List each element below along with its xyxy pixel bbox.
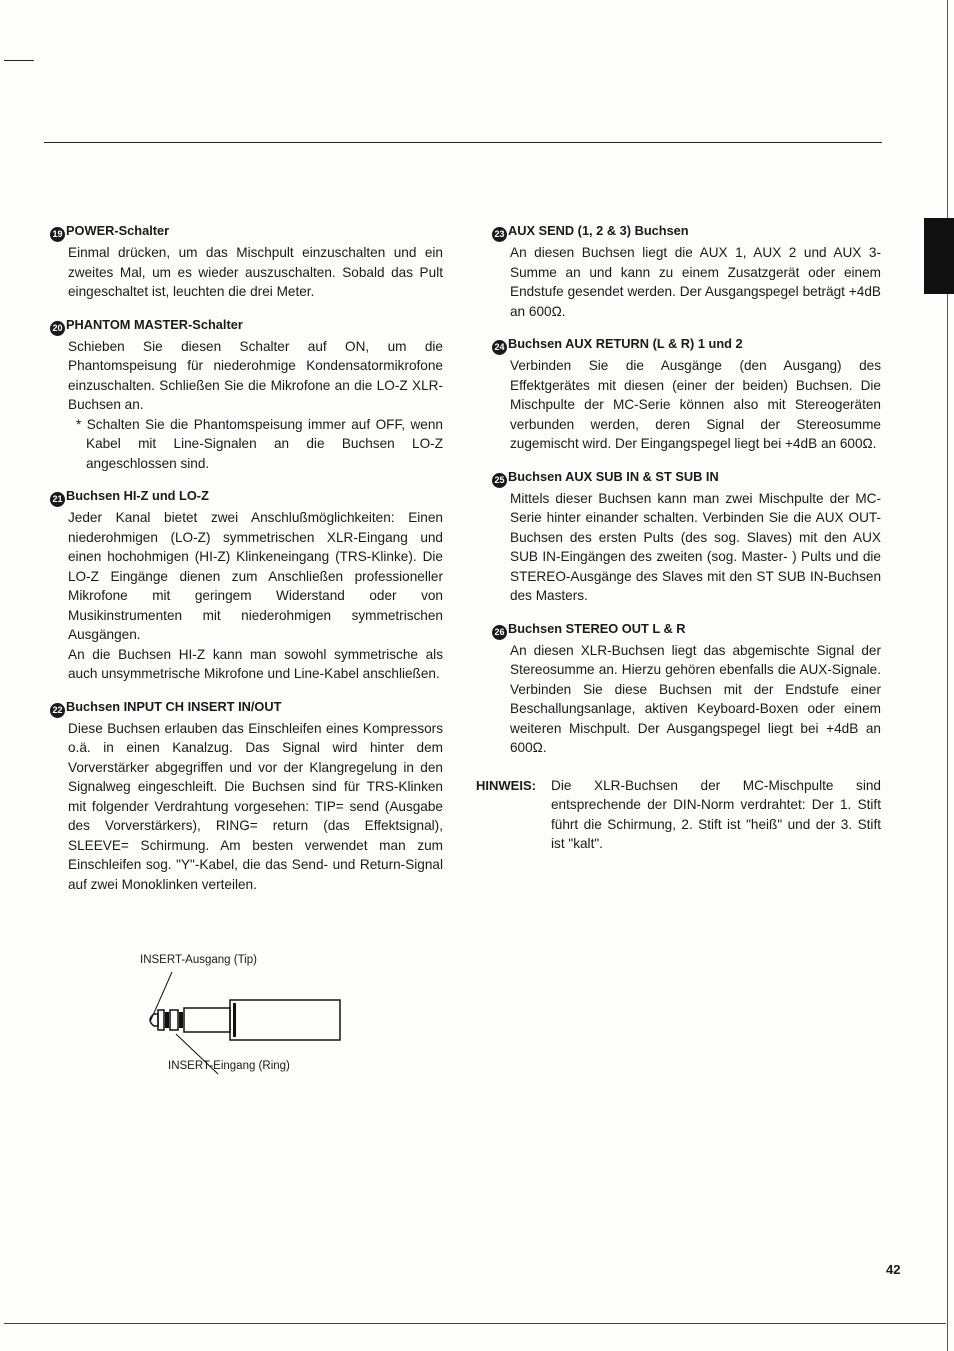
section-body: Einmal drücken, um das Mischpult einzuschalten und ein zweites Mal, um es wieder auszuschalten. Sobald das Pult eingeschaltet ist, leuchten die drei Meter. xyxy=(68,245,443,299)
section-heading xyxy=(50,698,443,718)
section-number: 22 xyxy=(50,703,65,718)
section-aux-send xyxy=(492,222,881,321)
thumb-index-tab xyxy=(924,218,954,294)
section-number: 23 xyxy=(492,227,507,242)
section-heading xyxy=(492,222,881,242)
section-body-2: An die Buchsen HI-Z kann man sowohl symmetrische als auch unsymmetrische Mikrofone und Line-Kabel anschließen. xyxy=(68,646,443,681)
heading-text: Buchsen AUX SUB IN & ST SUB IN xyxy=(508,468,719,484)
heading-text: PHANTOM MASTER-Schalter xyxy=(66,316,243,332)
section-body: An diesen Buchsen liegt die AUX 1, AUX 2 und AUX 3-Summe an und kann zu einem Zusatzgerät oder einem Endstufe gesendet werden. Der Ausgangspegel beträgt +4dB an 600Ω. xyxy=(510,245,881,319)
section-body: Jeder Kanal bietet zwei Anschlußmöglichkeiten: Einen niederohmigen (LO-Z) symmetrischen XLR-Eingang und einen hochohmigen (HI-Z) Klinkeneingang (TRS-Klinke). Die LO-Z Eingänge dienen zum Anschließen professioneller Mikrofone mit geringem Widerstand oder von Musikinstrumenten mit niederohmigen symmetrischen Ausgängen. xyxy=(68,510,443,642)
section-heading xyxy=(50,316,443,336)
section-heading xyxy=(50,222,443,242)
right-column xyxy=(476,222,881,854)
section-number: 19 xyxy=(50,227,65,242)
tip-label: INSERT-Ausgang (Tip) xyxy=(140,954,257,966)
hinweis-note xyxy=(476,776,881,854)
hinweis-label: HINWEIS: xyxy=(476,777,536,793)
section-body: Mittels dieser Buchsen kann man zwei Mischpulte der MC-Serie hinter einander schalten. Verbinden Sie die AUX OUT-Buchsen des ersten Pults (des sog. Slaves) mit den AUX SUB IN-Eingängen des zweiten (sog. Master- ) Pults und die STEREO-Ausgänge des Slaves mit den ST SUB IN-Buchsen des Masters. xyxy=(510,490,881,603)
heading-text: Buchsen STEREO OUT L & R xyxy=(508,620,686,636)
page-edge-right xyxy=(947,0,948,1351)
corner-mark-top xyxy=(4,60,34,61)
trs-plug-diagram xyxy=(140,952,400,1082)
header-rule xyxy=(44,142,882,143)
left-column xyxy=(50,222,443,908)
section-number: 25 xyxy=(492,473,507,488)
section-body: Diese Buchsen erlauben das Einschleifen eines Kompressors o.ä. in einen Kanalzug. Das Signal wird hinter dem Vorverstärker abgegriffen und vor der Klangregelung in den Signalweg eingeschleift. Die Buchsen sind für TRS-Klinken mit folgender Verdrahtung vorgesehen: TIP= send (Ausgabe des Vorverstärkers), RING= return (das Effektsignal), SLEEVE= Schirmung. Am besten verwendet man zum Einschleifen sog. "Y"-Kabel, die das Send- und Return-Signal auf zwei Monoklinken verteilen. xyxy=(68,720,443,892)
section-insert xyxy=(50,698,443,895)
section-heading xyxy=(492,468,881,488)
ring-label: INSERT-Eingang (Ring) xyxy=(168,1060,290,1072)
section-phantom xyxy=(50,316,443,474)
section-heading xyxy=(492,620,881,640)
section-body: Verbinden Sie die Ausgänge (den Ausgang) des Effektgerätes mit diesen (einer der beiden) Buchsen. Die Mischpulte der MC-Serie können also mit Stereogeräten verbunden werden, deren Signal der Stereosumme zugemischt wird. Der Eingangspegel liegt bei +4dB an 600Ω. xyxy=(510,358,881,451)
section-number: 26 xyxy=(492,625,507,640)
section-power xyxy=(50,222,443,302)
page-number: 42 xyxy=(886,1262,901,1277)
section-number: 21 xyxy=(50,492,65,507)
section-heading xyxy=(50,487,443,507)
heading-text: POWER-Schalter xyxy=(66,223,170,238)
section-note: * Schalten Sie die Phantomspeisung immer auf OFF, wenn Kabel mit Line-Signalen an die Buchsen LO-Z angeschlossen sind. xyxy=(76,416,443,471)
section-body: Schieben Sie diesen Schalter auf ON, um die Phantomspeisung für niederohmige Kondensatormikrofone einzuschalten. Schließen Sie die Mikrofone an die LO-Z XLR-Buchsen an. xyxy=(68,338,443,412)
section-number: 20 xyxy=(50,321,65,336)
bottom-rule xyxy=(4,1323,946,1324)
section-heading xyxy=(492,335,881,355)
section-stereo-out xyxy=(492,620,881,758)
section-number: 24 xyxy=(492,340,507,355)
section-aux-sub-in xyxy=(492,468,881,606)
section-body: An diesen XLR-Buchsen liegt das abgemischte Signal der Stereosumme an. Hierzu gehören ebenfalls die AUX-Signale. Verbinden Sie diese Buchsen mit der Endstufe einer Beschallungsanlage, aktiven Keyboard-Boxen oder einem weiteren Mischpult. Der Ausgangspegel liegt bei +4dB an 600Ω. xyxy=(510,642,881,755)
heading-text: Buchsen AUX RETURN (L & R) 1 und 2 xyxy=(508,336,743,351)
hinweis-text: Die XLR-Buchsen der MC-Mischpulte sind entsprechende der DIN-Norm verdrahtet: Der 1. Stift führt die Schirmung, 2. Stift ist "heiß" und der 3. Stift ist "kalt". xyxy=(551,777,881,851)
section-hiz-loz xyxy=(50,487,443,684)
heading-text: AUX SEND (1, 2 & 3) Buchsen xyxy=(508,223,689,238)
heading-text: Buchsen INPUT CH INSERT IN/OUT xyxy=(66,698,282,714)
section-aux-return xyxy=(492,335,881,454)
heading-text: Buchsen HI-Z und LO-Z xyxy=(66,488,209,503)
